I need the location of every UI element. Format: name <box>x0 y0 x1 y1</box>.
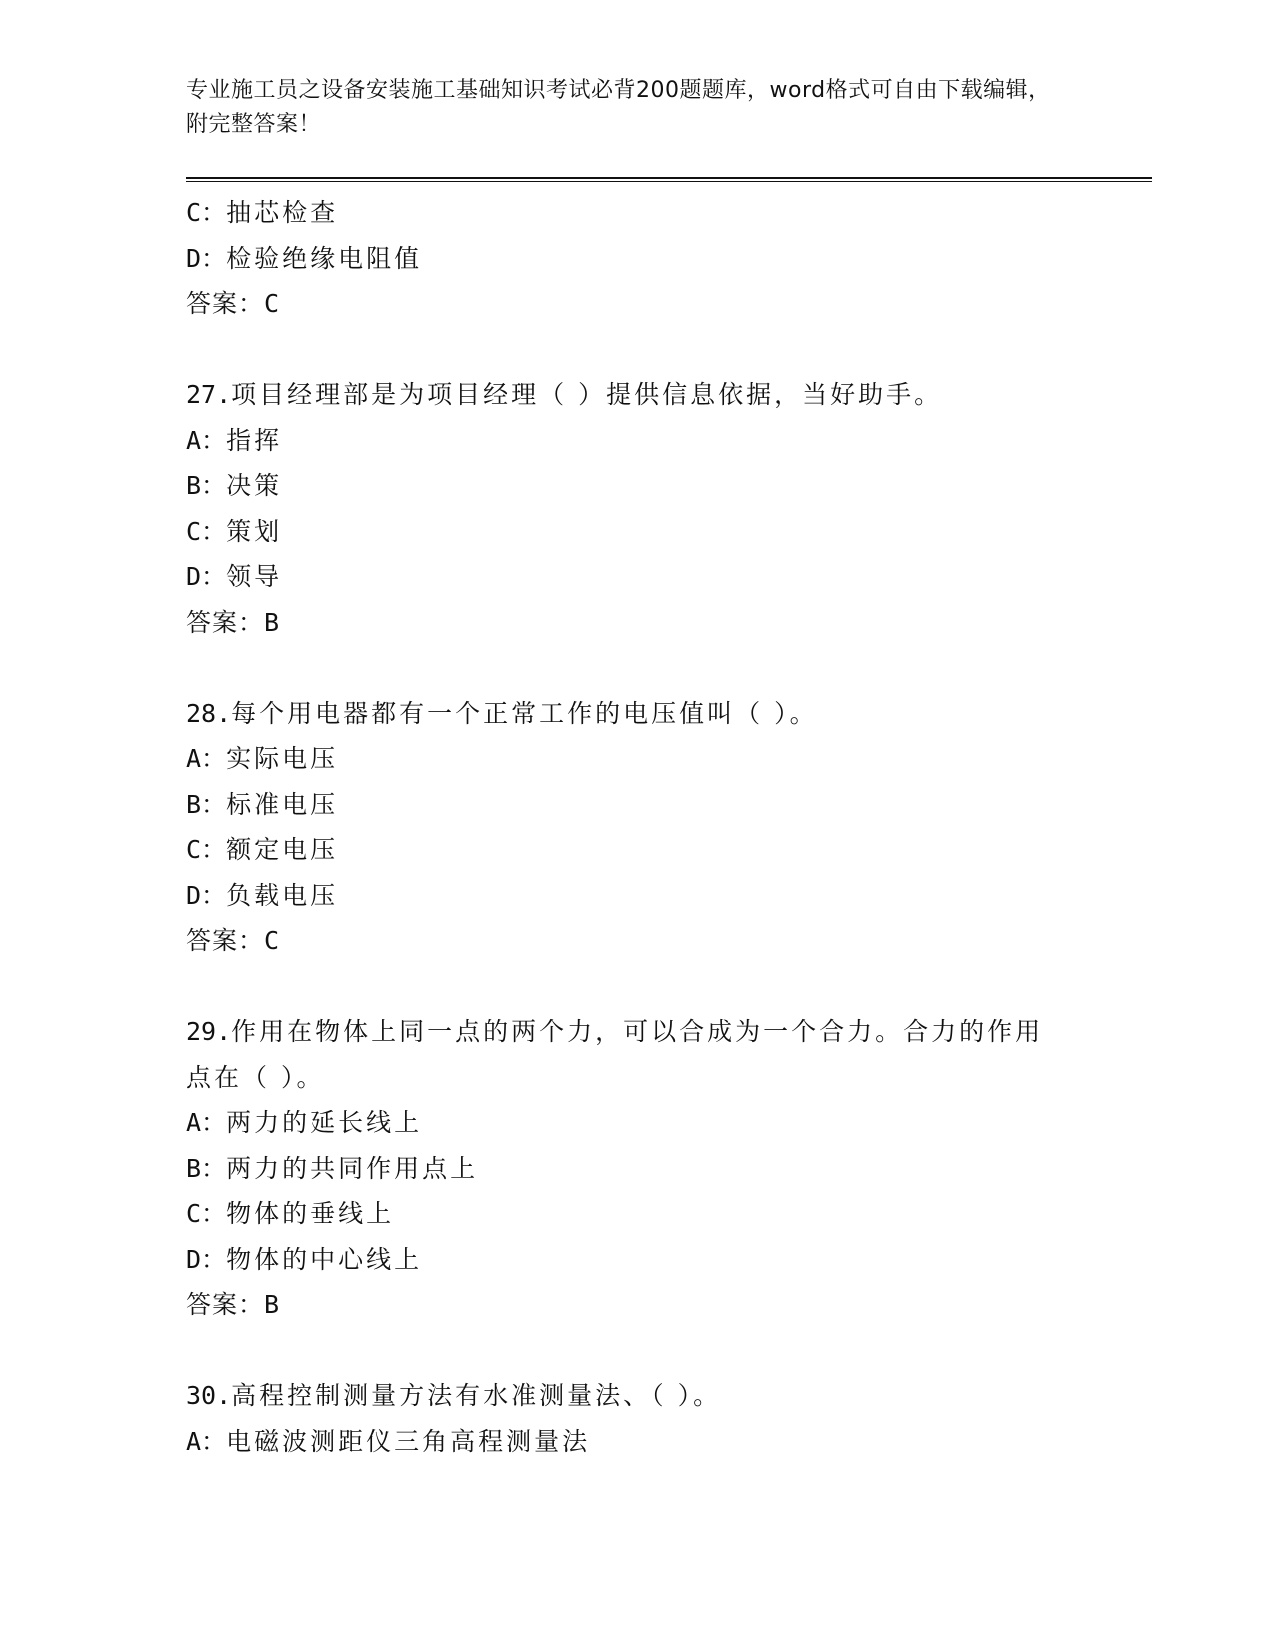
question-30 <box>186 1373 1086 1464</box>
option-a: A：实际电压 <box>186 744 339 773</box>
question-stem: 30.高程控制测量方法有水准测量法、（ ）。 <box>186 1381 722 1410</box>
option-c: C：物体的垂线上 <box>186 1199 395 1228</box>
question-28 <box>186 691 1086 964</box>
question-27 <box>186 372 1086 645</box>
option-c: C：策划 <box>186 516 283 546</box>
header-divider-thin <box>186 181 1152 182</box>
option-c: C：抽芯检查 <box>186 198 339 227</box>
question-fragment <box>186 190 1086 327</box>
question-29 <box>186 1009 1086 1328</box>
option-a: A：两力的延长线上 <box>186 1108 423 1137</box>
option-a: A：电磁波测距仪三角高程测量法 <box>186 1426 591 1456</box>
option-b: B：决策 <box>186 471 283 500</box>
answer-line: 答案：B <box>186 1290 281 1319</box>
option-d: D：领导 <box>186 562 283 591</box>
header-divider-thick <box>186 177 1152 179</box>
option-c: C：额定电压 <box>186 835 339 864</box>
question-stem: 29.作用在物体上同一点的两个力，可以合成为一个合力。合力的作用点在（ ）。 <box>186 1017 1044 1092</box>
answer-line: 答案：C <box>186 289 281 318</box>
option-b: B：标准电压 <box>186 789 339 819</box>
option-d: D：负载电压 <box>186 880 339 910</box>
question-list <box>186 190 1086 1464</box>
answer-line: 答案：C <box>186 926 281 955</box>
option-d: D：检验绝缘电阻值 <box>186 243 423 273</box>
option-b: B：两力的共同作用点上 <box>186 1153 479 1183</box>
option-d: D：物体的中心线上 <box>186 1244 423 1274</box>
question-stem: 27.项目经理部是为项目经理（ ）提供信息依据，当好助手。 <box>186 380 943 409</box>
page-header: 专业施工员之设备安装施工基础知识考试必背200题题库，word格式可自由下载编辑，附完整答案！ <box>186 78 1051 137</box>
answer-line: 答案：B <box>186 607 281 637</box>
option-a: A：指挥 <box>186 425 283 455</box>
question-stem: 28.每个用电器都有一个正常工作的电压值叫（ ）。 <box>186 698 818 728</box>
